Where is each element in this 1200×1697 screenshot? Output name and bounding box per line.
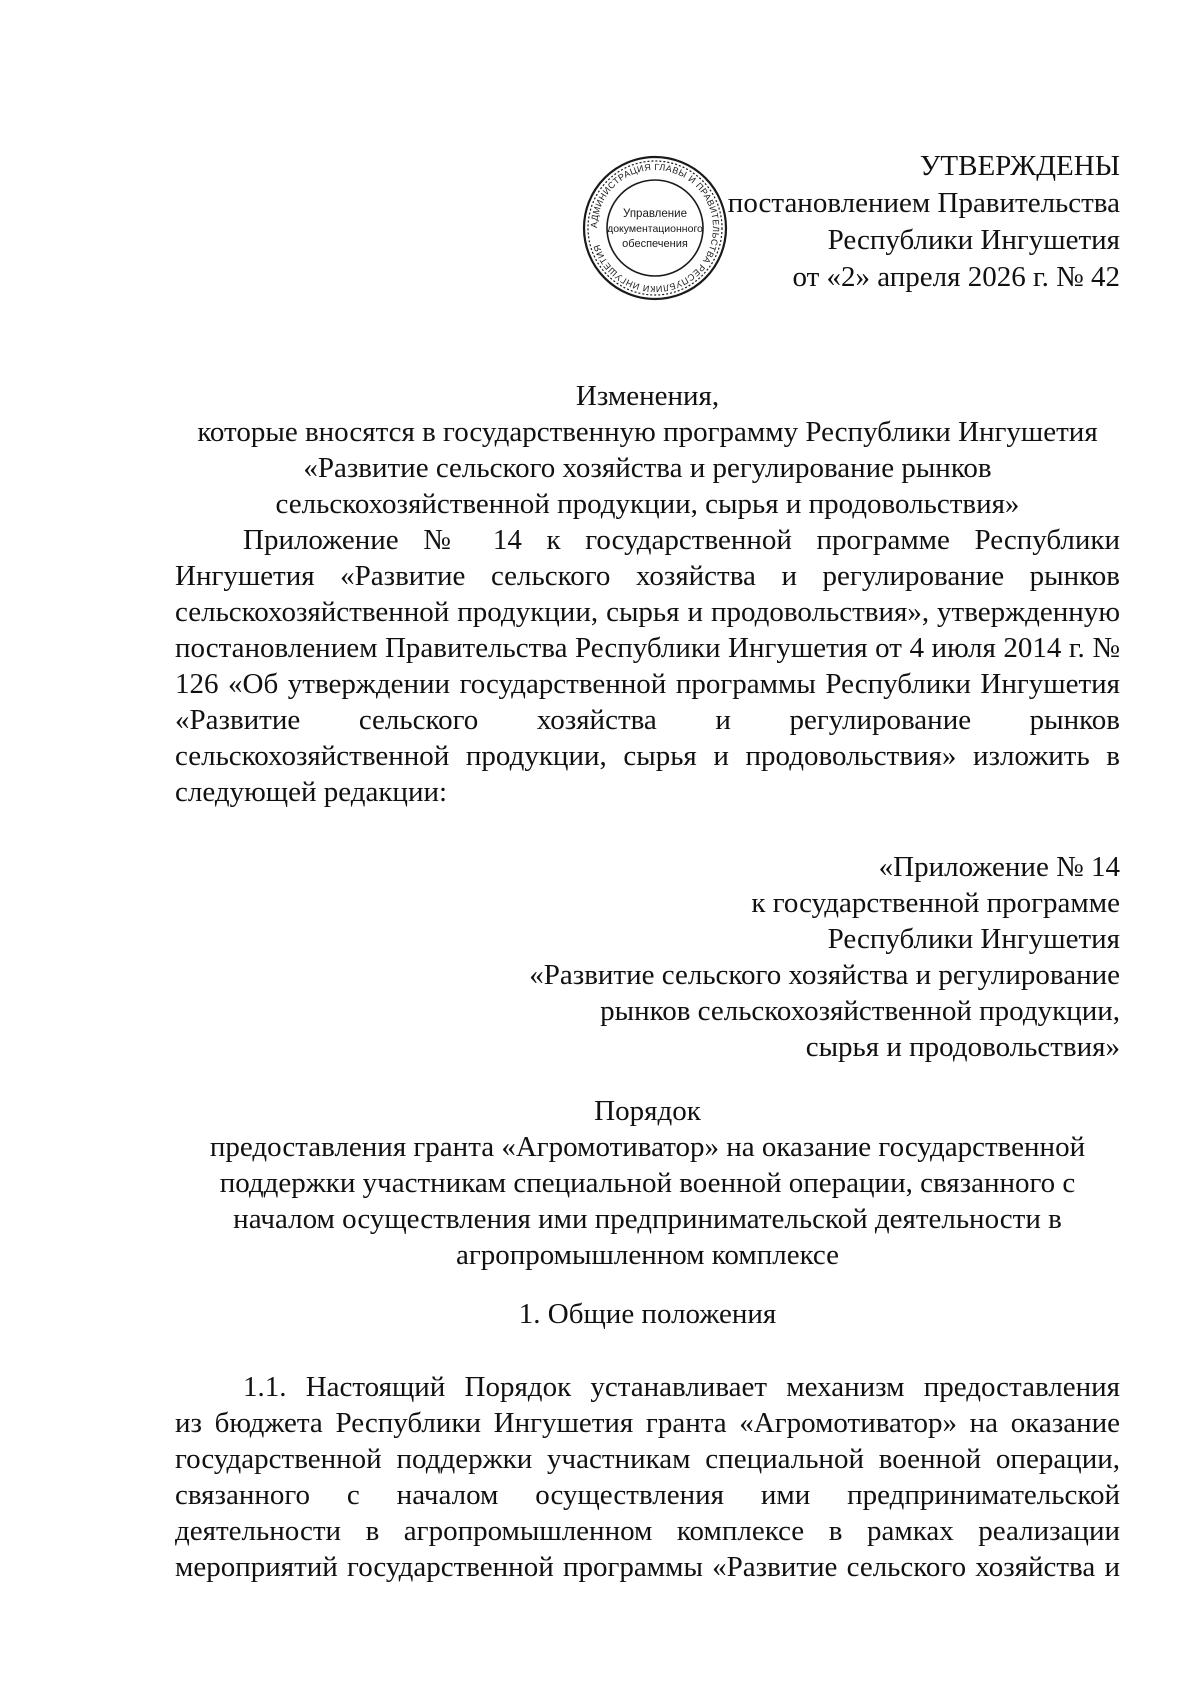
appendix-line-4: «Развитие сельского хозяйства и регулирование (529, 959, 1120, 991)
intro-line: следующей редакции: (175, 776, 448, 808)
official-seal (580, 153, 730, 303)
order-line-5: агропромышленном комплексе (455, 1239, 840, 1271)
clause-1-1 (175, 1369, 1120, 1585)
section-heading (175, 1296, 1120, 1332)
order-title (175, 1093, 1120, 1273)
approval-heading: УТВЕРЖДЕНЫ (919, 150, 1120, 182)
approval-block (728, 148, 1120, 296)
section-heading-text: 1. Общие положения (518, 1298, 777, 1330)
order-line-3: поддержки участникам специальной военной операции, связанного с (219, 1167, 1076, 1199)
title-line-4: сельскохозяйственной продукции, сырья и продовольствия» (275, 488, 1020, 520)
seal-center-line2: документационного (607, 223, 703, 235)
appendix-line-5: рынков сельскохозяйственной продукции, (600, 995, 1120, 1027)
clause-line: 1.1. Настоящий Порядок устанавливает механизм предоставления (243, 1371, 1120, 1403)
order-line-1: Порядок (594, 1095, 701, 1127)
approval-date-number: от «2» апреля 2026 г. № 42 (792, 261, 1120, 293)
appendix-line-6: сырья и продовольствия» (805, 1031, 1120, 1063)
order-line-2: предоставления гранта «Агромотиватор» на оказание государственной (209, 1131, 1086, 1163)
appendix-line-1: «Приложение № 14 (878, 851, 1120, 883)
appendix-line-2: к государственной программе (751, 887, 1120, 919)
title-line-2: которые вносятся в государственную программу Республики Ингушетия (197, 416, 1098, 448)
intro-paragraph (175, 522, 1120, 810)
document-title (175, 378, 1120, 522)
intro-line: Ингушетия «Развитие сельского хозяйства и регулирование рынков (175, 560, 1120, 592)
intro-line: сельскохозяйственной продукции, сырья и продовольствия» изложить в (175, 740, 1120, 772)
order-line-4: началом осуществления ими предпринимательской деятельности в (233, 1203, 1062, 1235)
appendix-line-3: Республики Ингушетия (827, 923, 1120, 955)
intro-line: постановлением Правительства Республики Ингушетия от 4 июля 2014 г. № (175, 632, 1120, 664)
clause-line: связанного с началом осуществления ими предпринимательской (175, 1479, 1120, 1511)
approval-authority: постановлением Правительства (727, 187, 1120, 219)
clause-line: из бюджета Республики Ингушетия гранта «Агромотиватор» на оказание (175, 1407, 1120, 1439)
clause-line: деятельности в агропромышленном комплексе в рамках реализации (175, 1515, 1120, 1547)
clause-line: мероприятий государственной программы «Развитие сельского хозяйства и (175, 1551, 1120, 1583)
seal-center-line3: обеспечения (622, 238, 688, 250)
intro-line: сельскохозяйственной продукции, сырья и продовольствия», утвержденную (175, 596, 1120, 628)
seal-ring-text: АДМИНИСТРАЦИЯ ГЛАВЫ И ПРАВИТЕЛЬСТВА РЕСПУБЛИКИ ИНГУШЕТИЯ (588, 161, 722, 295)
title-line-3: «Развитие сельского хозяйства и регулирование рынков (303, 452, 992, 484)
clause-line: государственной поддержки участникам специальной военной операции, (175, 1443, 1120, 1475)
intro-line: Приложение № 14 к государственной программе Республики (243, 524, 1120, 556)
intro-line: «Развитие сельского хозяйства и регулирование рынков (175, 704, 1120, 736)
approval-republic: Республики Ингушетия (827, 224, 1120, 256)
intro-line: 126 «Об утверждении государственной программы Республики Ингушетия (175, 668, 1120, 700)
title-line-1: Изменения, (575, 380, 720, 412)
seal-center-line1: Управление (623, 208, 687, 220)
appendix-header (175, 849, 1120, 1065)
